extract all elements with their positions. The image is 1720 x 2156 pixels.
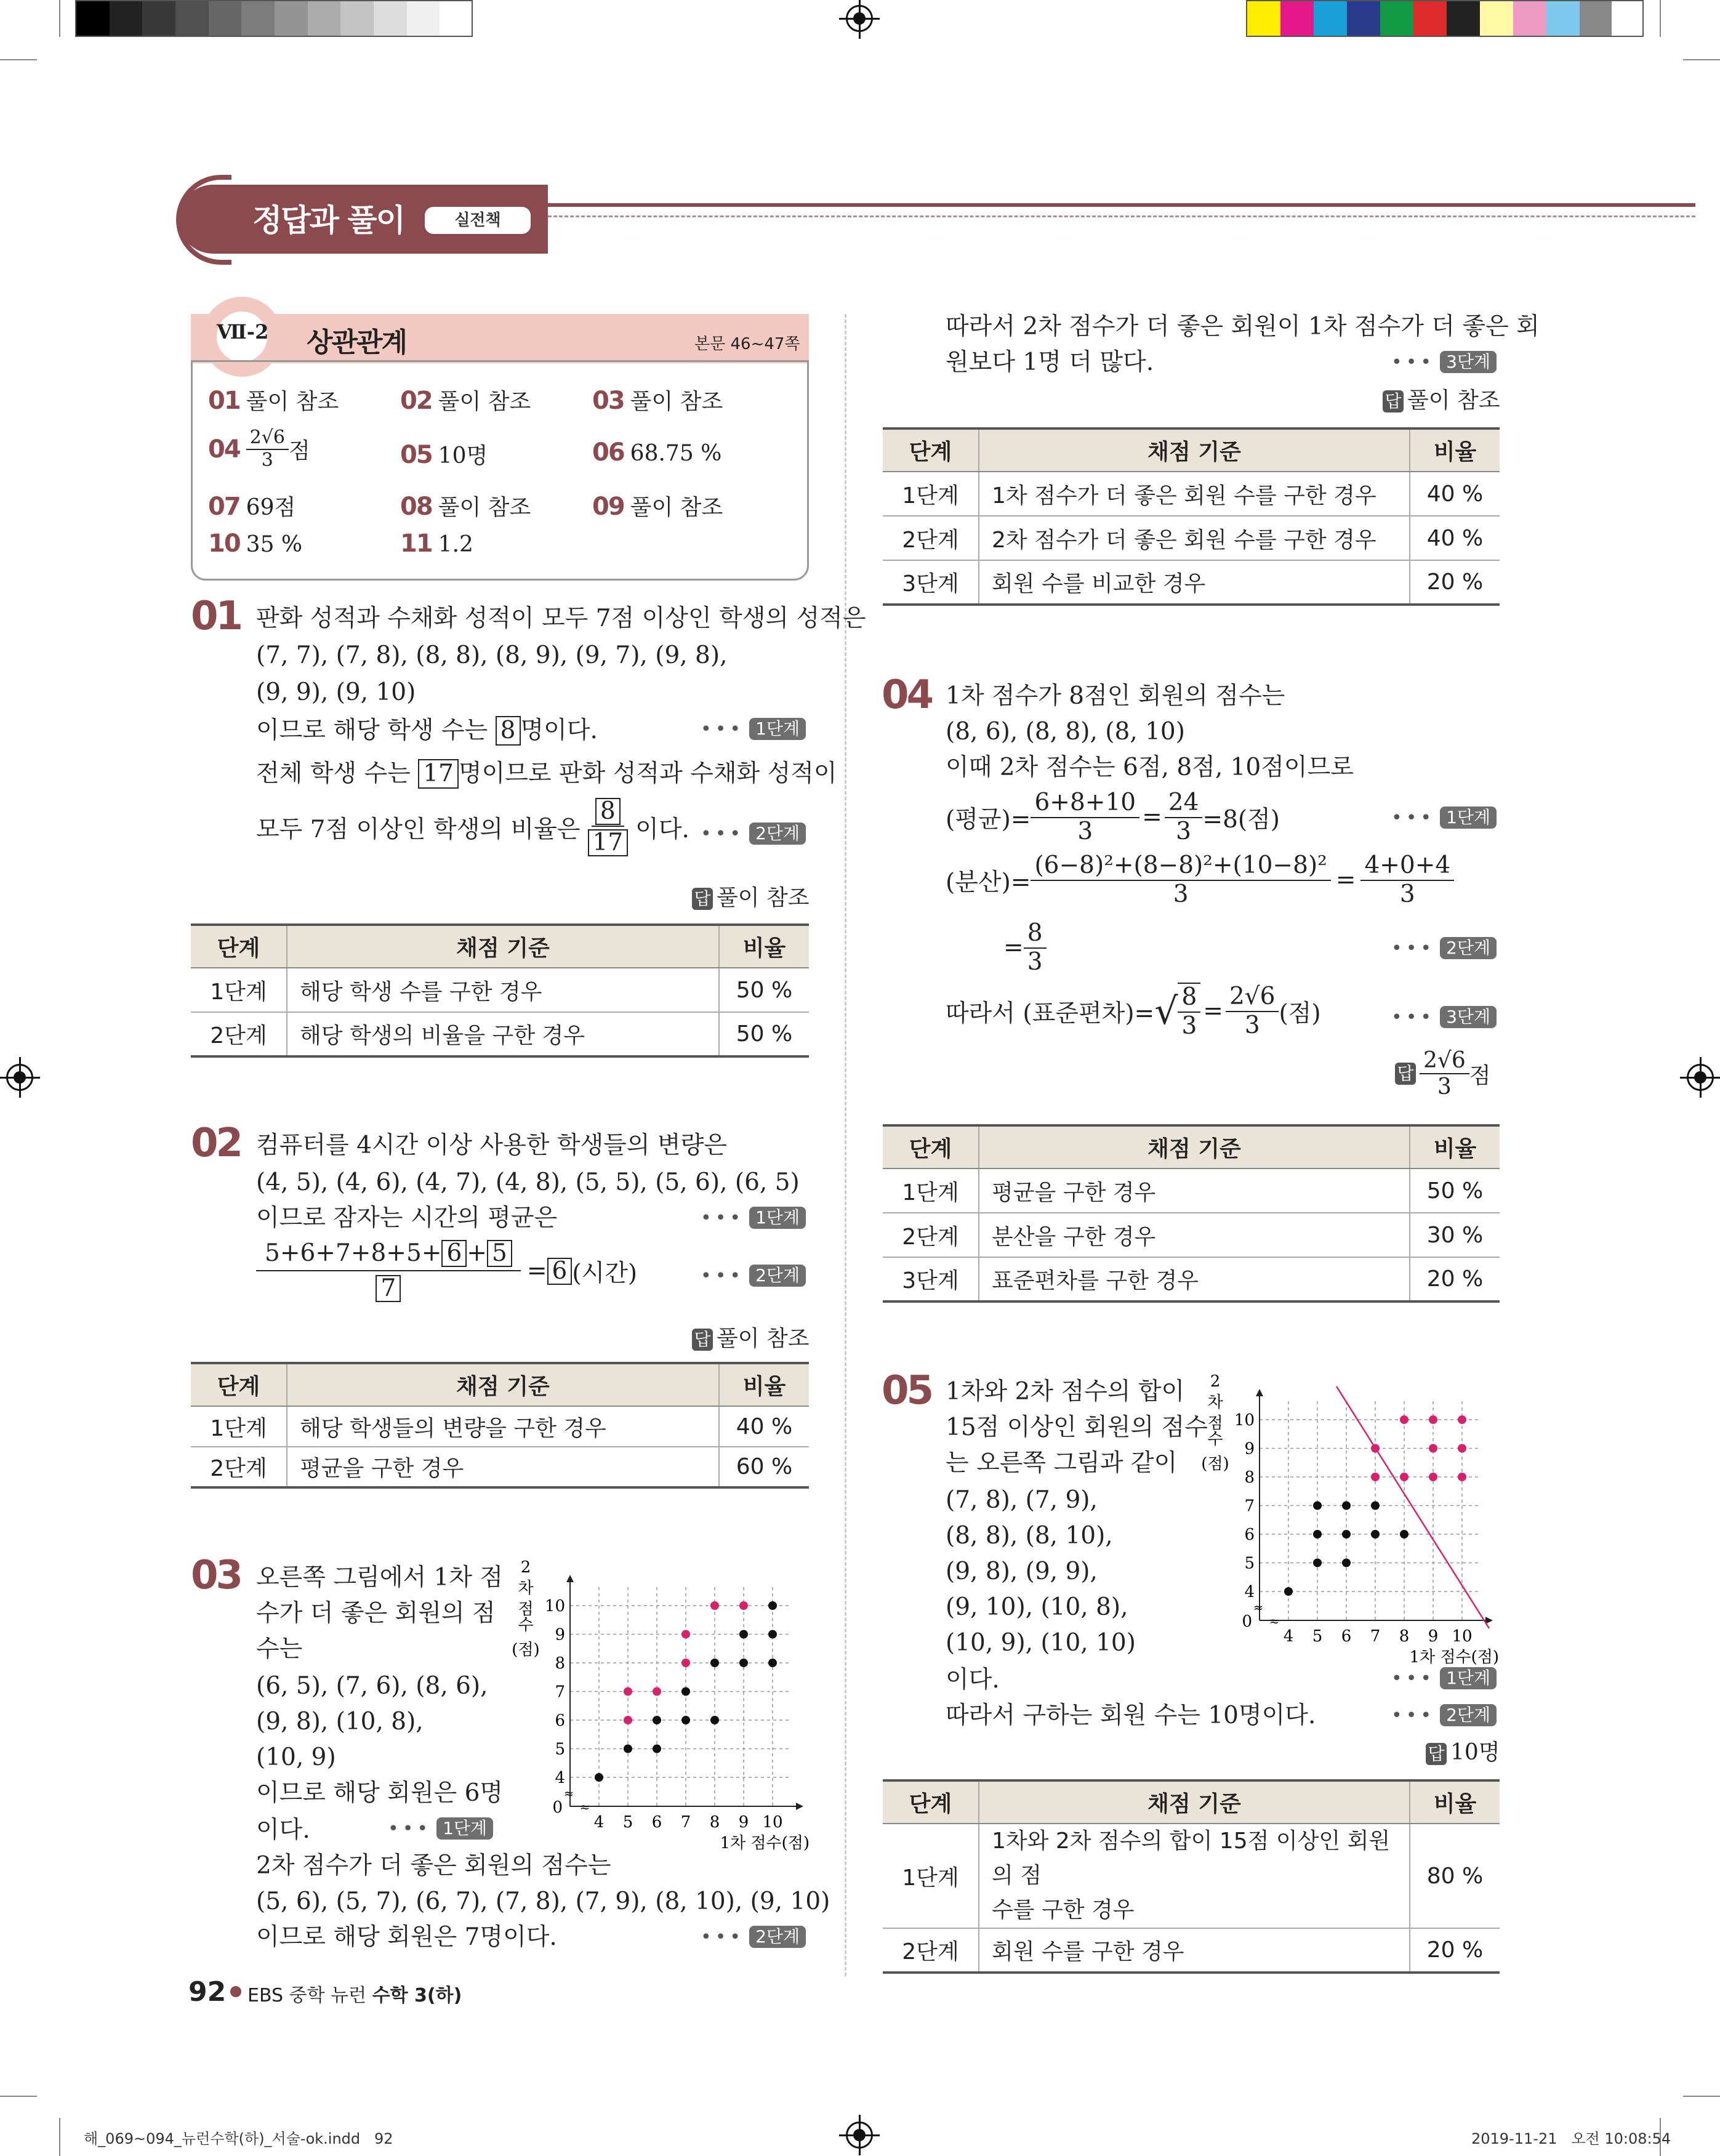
y-tick-label: 5 — [1244, 1554, 1255, 1573]
x-tick-label: 5 — [1312, 1627, 1323, 1646]
solution-line: 따라서 2차 점수가 더 좋은 회원이 1차 점수가 더 좋은 회 — [946, 313, 1540, 340]
data-point — [1458, 1473, 1466, 1481]
data-point — [1284, 1587, 1293, 1596]
data-point — [739, 1630, 748, 1639]
header-tag: 실전책 — [425, 207, 531, 234]
answer-item: 03 풀이 참조 — [592, 387, 723, 415]
solution-formula: 따라서 (표준편차)= √ $\frac{8}{3}$ = $\frac{2√6}{3}$ (점) — [946, 983, 1321, 1040]
x-tick-label: 6 — [651, 1813, 662, 1832]
y-tick-label: 7 — [1244, 1497, 1255, 1516]
answer-item: 02 풀이 참조 — [400, 387, 531, 415]
step-marker: ••• 1단계 — [1391, 1667, 1497, 1689]
solution-line: 이다. — [946, 1666, 1000, 1694]
section-title: 상관관계 — [307, 327, 407, 358]
solution-line: (5, 6), (5, 7), (6, 7), (7, 8), (7, 9), (8, 10), (9, 10) — [256, 1888, 830, 1915]
footer-book: EBS 중학 뉴런 수학 3(하) — [247, 1985, 462, 2006]
answer-item: 11 1.2 — [400, 529, 473, 558]
solution-line: (7, 8), (7, 9), — [946, 1486, 1098, 1514]
crop-mark — [59, 2118, 60, 2156]
crop-mark — [1683, 59, 1720, 60]
problem-number: 04 — [882, 672, 932, 718]
solution-line: 이므로 해당 학생 수는 8 명이다. — [256, 717, 598, 744]
axis-break-x: ≈ — [579, 1800, 590, 1814]
solution-line: 판화 성적과 수채화 성적이 모두 7점 이상인 학생의 성적은 — [256, 605, 866, 632]
gray-color-bar — [75, 0, 473, 37]
data-point — [1371, 1502, 1380, 1510]
grading-table: 단계 채점 기준 비율 1단계 평균을 구한 경우 50 % 2단계 분산을 구한 경우 30 % 3단계 표준편차를 구한 경우 20 % — [883, 1124, 1500, 1303]
data-point — [1313, 1502, 1322, 1510]
scatter-plot-03 — [511, 1554, 813, 1853]
data-point — [768, 1630, 777, 1639]
data-point — [595, 1773, 603, 1782]
scatter-plot-05 — [1200, 1368, 1502, 1667]
data-point — [1371, 1473, 1380, 1481]
crop-mark — [59, 0, 60, 37]
data-point — [1429, 1415, 1437, 1424]
data-point — [710, 1659, 719, 1667]
answer-item: 10 35 % — [208, 529, 303, 558]
y-tick-label: 9 — [555, 1625, 565, 1644]
data-point — [739, 1601, 748, 1610]
data-point — [1342, 1502, 1351, 1510]
solution-line: 는 오른쪽 그림과 같이 — [946, 1449, 1178, 1477]
data-point — [1458, 1444, 1466, 1453]
data-point — [653, 1716, 661, 1724]
sum-15-line — [1336, 1386, 1489, 1628]
y-tick-label: 4 — [555, 1769, 565, 1787]
data-point — [1313, 1530, 1322, 1539]
solution-formula: = $\frac{8}{3}$ — [1003, 920, 1047, 976]
data-point — [1342, 1530, 1351, 1539]
section-pages: 본문 46~47쪽 — [694, 335, 800, 353]
x-tick-label: 8 — [709, 1813, 720, 1832]
data-point — [1429, 1444, 1437, 1453]
solution-line: 이다. — [256, 1816, 310, 1844]
x-tick-label: 8 — [1399, 1627, 1410, 1646]
solution-line: 이므로 해당 회원은 7명이다. — [256, 1923, 557, 1951]
footer-file: 해_069~094_뉴런수학(하)_서술-ok.indd 92 — [84, 2130, 393, 2147]
solution-line: (6, 5), (7, 6), (8, 6), — [256, 1672, 488, 1700]
data-point — [681, 1687, 690, 1696]
y-axis-label: 2 — [520, 1558, 531, 1577]
crop-mark — [0, 2096, 37, 2097]
column-divider — [845, 314, 846, 1976]
answer-item: 06 68.75 % — [592, 438, 722, 467]
data-point — [1342, 1559, 1351, 1567]
grading-table: 단계 채점 기준 비율 1단계 해당 학생 수를 구한 경우 50 % 2단계 해당 학생의 비율을 구한 경우 50 % — [191, 923, 809, 1058]
solution-line: 컴퓨터를 4시간 이상 사용한 학생들의 변량은 — [256, 1132, 727, 1159]
y-axis-label: (점) — [1201, 1455, 1229, 1473]
data-point — [1400, 1473, 1409, 1481]
header-dashed-rule — [548, 215, 1695, 217]
y-axis-label: (점) — [512, 1641, 540, 1659]
registration-mark-top — [846, 5, 873, 32]
data-point — [1371, 1444, 1380, 1453]
solution-line: (9, 8), (9, 9), — [946, 1558, 1098, 1585]
y-axis-label: 수 — [518, 1616, 534, 1635]
final-answer: 답 풀이 참조 — [692, 880, 810, 912]
data-point — [1313, 1559, 1322, 1567]
data-point — [1458, 1415, 1466, 1424]
data-point — [624, 1716, 632, 1724]
solution-line: (9, 9), (9, 10) — [256, 678, 416, 706]
y-tick-label: 9 — [1244, 1439, 1255, 1458]
data-point — [710, 1601, 719, 1610]
solution-line: 1차와 2차 점수의 합이 — [946, 1378, 1185, 1406]
step-marker: ••• 3단계 — [1391, 1006, 1497, 1028]
problem-number: 02 — [191, 1120, 241, 1166]
y-tick-label: 8 — [555, 1654, 565, 1673]
table-cell — [979, 1824, 1410, 1928]
solution-line: (4, 5), (4, 6), (4, 7), (4, 8), (5, 5), (5, 6), (6, 5) — [256, 1169, 800, 1196]
footer-bullet — [230, 1986, 241, 1997]
solution-line: 이때 2차 점수는 6점, 8점, 10점이므로 — [946, 754, 1354, 781]
x-axis-label: 1차 점수(점) — [1409, 1648, 1499, 1667]
step-marker: ••• 2단계 — [1391, 937, 1497, 959]
final-answer: 답 풀이 참조 — [1383, 383, 1500, 414]
x-tick-label: 4 — [593, 1813, 605, 1832]
y-tick-label: 10 — [544, 1597, 565, 1615]
x-tick-label: 10 — [762, 1813, 783, 1832]
step-marker: ••• 1단계 — [701, 718, 806, 740]
process-color-bar — [1246, 0, 1644, 37]
solution-line: (10, 9), (10, 10) — [946, 1629, 1136, 1657]
section-code: Ⅶ-2 — [217, 320, 269, 344]
data-point — [1400, 1415, 1409, 1424]
problem-number: 01 — [191, 593, 241, 639]
step-marker: ••• 1단계 — [701, 1207, 806, 1229]
solution-line: 이므로 잠자는 시간의 평균은 — [256, 1204, 558, 1232]
crop-mark — [1660, 0, 1661, 37]
x-axis-label: 1차 점수(점) — [720, 1834, 810, 1852]
crop-mark — [0, 59, 37, 60]
y-tick-label: 6 — [555, 1712, 565, 1730]
axis-break-y: ≈ — [1253, 1600, 1264, 1615]
solution-line: 수가 더 좋은 회원의 점 — [256, 1599, 496, 1627]
y-tick-label: 6 — [1244, 1526, 1255, 1544]
x-tick-label: 9 — [1428, 1627, 1439, 1646]
y-tick-label: 5 — [555, 1740, 565, 1759]
answer-item: 05 10명 — [400, 441, 488, 469]
y-axis-label: 차 — [518, 1579, 534, 1598]
grading-table: 단계 채점 기준 비율 1단계 1차 점수가 더 좋은 회원 수를 구한 경우 40 % 2단계 2차 점수가 더 좋은 회원 수를 구한 경우 40 % 3단계 회원 수를 비교한 경우 20 % — [883, 427, 1500, 606]
x-tick-label: 9 — [738, 1813, 749, 1832]
registration-mark-left — [6, 1064, 33, 1091]
solution-formula: $\frac{5+6+7+8+5+ 6 + 5}{7}$ = 6 (시간) — [256, 1240, 637, 1303]
solution-line: 15점 이상인 회원의 점수 — [946, 1414, 1208, 1441]
data-point — [1371, 1530, 1380, 1539]
y-axis-label: 2 — [1210, 1372, 1221, 1391]
step-marker: ••• 1단계 — [388, 1817, 493, 1840]
y-axis-label: 점 — [518, 1600, 534, 1619]
header-title: 정답과 풀이 — [252, 203, 404, 238]
solution-line: 따라서 구하는 회원 수는 10명이다. — [946, 1702, 1316, 1729]
footer-date: 2019-11-21 오전 10:08:54 — [1471, 2130, 1671, 2147]
problem-number: 05 — [882, 1368, 932, 1414]
data-point — [653, 1745, 661, 1753]
solution-line: (9, 10), (10, 8), — [946, 1593, 1128, 1621]
data-point — [1429, 1473, 1437, 1481]
data-point — [653, 1687, 661, 1696]
solution-formula: (분산)= $\frac{\text{(6−8)²+(8−8)²+(10−8)²}}{3}$ = $\frac{4+0+4}{3}$ — [946, 852, 1454, 909]
axis-break-x: ≈ — [1269, 1614, 1280, 1628]
y-axis-arrow — [1256, 1389, 1263, 1396]
data-point — [624, 1687, 632, 1696]
solution-line: 2차 점수가 더 좋은 회원의 점수는 — [256, 1852, 611, 1880]
grading-table: 단계 채점 기준 비율 1단계 해당 학생들의 변량을 구한 경우 40 % 2단계 평균을 구한 경우 60 % — [191, 1362, 809, 1489]
answer-item: 09 풀이 참조 — [592, 493, 723, 521]
solution-line: 1차 점수가 8점인 회원의 점수는 — [946, 682, 1285, 710]
header-banner-arc — [176, 175, 231, 265]
answer-item: 07 69점 — [208, 493, 296, 521]
data-point — [768, 1659, 777, 1667]
registration-mark-bottom — [846, 2122, 873, 2149]
page-number: 92 — [188, 1976, 227, 2008]
header-rule — [548, 203, 1695, 207]
final-answer: 답 $\frac{2√6}{3}$ 점 — [1395, 1048, 1491, 1100]
problem-number: 03 — [191, 1553, 241, 1598]
y-tick-label: 7 — [555, 1683, 565, 1702]
solution-line: 이므로 해당 회원은 6명 — [256, 1779, 504, 1807]
solution-line: (7, 7), (7, 8), (8, 8), (8, 9), (9, 7), (9, 8), — [256, 642, 728, 669]
grading-table: 단계 채점 기준 비율 1단계 1차와 2차 점수의 합이 15점 이상인 회원의 점 수를 구한 경우 80 % 2단계 회원 수를 구한 경우 20 % — [883, 1779, 1500, 1974]
final-answer: 답 10명 — [1426, 1735, 1500, 1766]
x-axis-arrow — [796, 1803, 803, 1810]
answer-item: 08 풀이 참조 — [400, 493, 531, 521]
axis-break-y: ≈ — [563, 1786, 574, 1801]
crop-mark — [1683, 2096, 1720, 2097]
solution-line: 수는 — [256, 1635, 303, 1663]
solution-line: (8, 6), (8, 8), (8, 10) — [946, 718, 1185, 746]
step-marker: ••• 3단계 — [1391, 351, 1497, 373]
y-tick-label: 8 — [1244, 1468, 1255, 1487]
solution-line: (8, 8), (8, 10), — [946, 1522, 1113, 1550]
step-marker: ••• 2단계 — [701, 1926, 806, 1948]
step-marker: ••• 2단계 — [701, 823, 806, 845]
data-point — [624, 1745, 632, 1753]
answer-item: 01 풀이 참조 — [208, 387, 339, 415]
x-tick-label: 7 — [680, 1813, 691, 1832]
data-point — [681, 1659, 690, 1667]
data-point — [768, 1601, 777, 1610]
step-marker: ••• 2단계 — [701, 1265, 806, 1287]
y-tick-label: 4 — [1244, 1583, 1255, 1601]
data-point — [739, 1659, 748, 1667]
registration-mark-right — [1687, 1064, 1714, 1091]
step-marker: ••• 2단계 — [1391, 1704, 1497, 1726]
solution-line: 오른쪽 그림에서 1차 점 — [256, 1564, 504, 1591]
y-axis-arrow — [566, 1575, 574, 1582]
table-cell-line: 1차와 2차 점수의 합이 15점 이상인 회원의 점 — [992, 1828, 1391, 1888]
solution-line: (9, 8), (10, 8), — [256, 1708, 424, 1736]
x-tick-label: 10 — [1452, 1627, 1473, 1646]
x-tick-label: 5 — [622, 1813, 633, 1832]
x-tick-label: 4 — [1283, 1627, 1294, 1646]
solution-line: 원보다 1명 더 많다. — [946, 348, 1154, 376]
final-answer: 답 풀이 참조 — [692, 1321, 810, 1353]
data-point — [1400, 1530, 1409, 1539]
solution-formula: (평균)= $\frac{6+8+10}{3}$ = $\frac{24}{3}$ =8(점) — [946, 789, 1280, 845]
data-point — [681, 1630, 690, 1639]
step-marker: ••• 1단계 — [1391, 806, 1497, 829]
solution-line: 모두 7점 이상인 학생의 비율은 $\frac{8}{17}$ 이다. — [256, 797, 689, 856]
origin-label: 0 — [1242, 1612, 1252, 1631]
data-point — [710, 1716, 719, 1724]
y-axis-label: 점 — [1207, 1414, 1223, 1433]
origin-label: 0 — [552, 1798, 563, 1817]
answer-item: 04 $\frac{2√6}{3}$ 점 — [208, 427, 310, 471]
y-tick-label: 10 — [1234, 1411, 1255, 1430]
solution-line: 전체 학생 수는 17 명이므로 판화 성적과 수채화 성적이 — [256, 760, 837, 787]
table-cell-line: 수를 구한 경우 — [992, 1897, 1135, 1923]
y-axis-label: 차 — [1207, 1393, 1223, 1412]
data-point — [681, 1716, 690, 1724]
y-axis-label: 수 — [1207, 1430, 1223, 1449]
solution-line: (10, 9) — [256, 1744, 336, 1771]
x-tick-label: 7 — [1370, 1627, 1381, 1646]
x-tick-label: 6 — [1341, 1627, 1352, 1646]
